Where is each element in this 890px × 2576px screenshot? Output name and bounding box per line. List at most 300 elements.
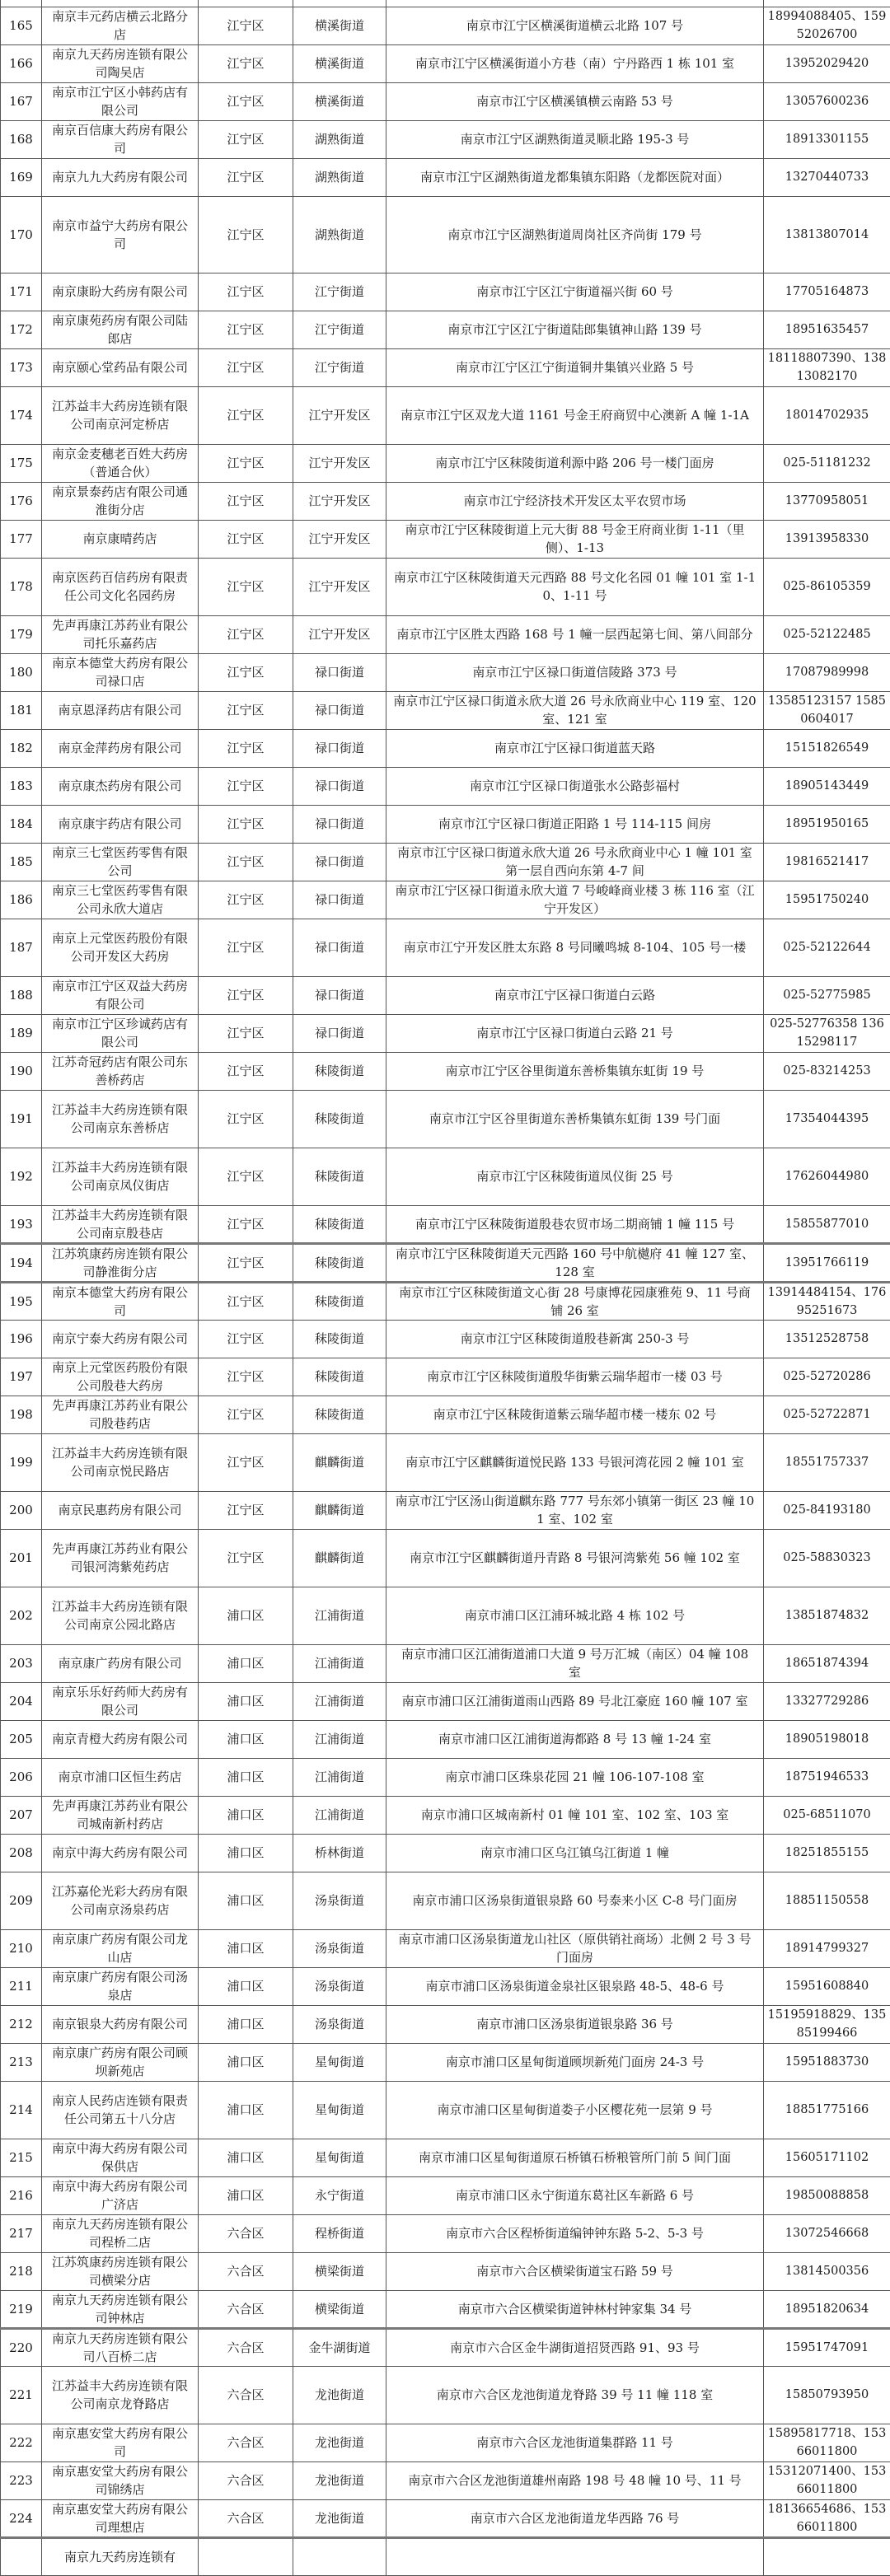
address-cell: 南京市浦口区江浦环城北路 4 栋 102 号 (386, 1587, 764, 1644)
row-number-cell: 172 (1, 311, 42, 348)
phone-cell: 13072546668 (764, 2214, 890, 2252)
pharmacy-name-cell: 南京康盼大药房有限公司 (42, 273, 199, 311)
table-row (1, 881, 890, 919)
pharmacy-name-cell: 南京康宇药店有限公司 (42, 805, 199, 843)
district-cell: 江宁区 (199, 348, 293, 386)
pharmacy-name-cell: 南京中海大药房有限公司 (42, 1834, 199, 1872)
table-row (1, 653, 890, 691)
row-number-cell: 208 (1, 1834, 42, 1872)
table-row (1, 1872, 890, 1929)
phone-cell: 13951766119 (764, 1243, 890, 1282)
address-cell: 南京市江宁区江宁街道陆郎集镇神山路 139 号 (386, 311, 764, 348)
table-row (1, 2081, 890, 2139)
row-number-cell: 223 (1, 2461, 42, 2499)
address-cell: 南京市江宁区湖熟街道龙都集镇东阳路（龙都医院对面） (386, 158, 764, 196)
street-cell: 江宁街道 (293, 311, 386, 348)
row-number-cell: 170 (1, 196, 42, 273)
address-cell: 南京市江宁区胜太西路 168 号 1 幢一层西起第七间、第八间部分 (386, 615, 764, 653)
phone-cell: 17626044980 (764, 1148, 890, 1205)
district-cell: 浦口区 (199, 1796, 293, 1834)
district-cell: 浦口区 (199, 1644, 293, 1682)
address-cell: 南京市浦口区汤泉街道金泉社区银泉路 48-5、48-6 号 (386, 1967, 764, 2005)
street-cell: 禄口街道 (293, 767, 386, 805)
row-number-cell: 219 (1, 2290, 42, 2328)
row-number-cell: 202 (1, 1587, 42, 1644)
district-cell: 江宁区 (199, 1491, 293, 1529)
phone-cell: 15855877010 (764, 1205, 890, 1243)
phone-cell: 17354044395 (764, 1090, 890, 1148)
phone-cell: 17087989998 (764, 653, 890, 691)
district-cell: 江宁区 (199, 273, 293, 311)
row-number-cell: 211 (1, 1967, 42, 2005)
row-number-cell: 181 (1, 691, 42, 729)
table-row-clipped-top (1, 0, 890, 7)
street-cell: 湖熟街道 (293, 158, 386, 196)
district-cell: 江宁区 (199, 44, 293, 82)
table-row (1, 1243, 890, 1282)
district-cell: 江宁区 (199, 158, 293, 196)
district-cell: 六合区 (199, 2424, 293, 2461)
table-row (1, 7, 890, 44)
district-cell: 浦口区 (199, 1929, 293, 1967)
table-row (1, 82, 890, 120)
street-cell: 秣陵街道 (293, 1148, 386, 1205)
pharmacy-name-cell: 南京三七堂医药零售有限公司永欣大道店 (42, 881, 199, 919)
pharmacy-name-cell: 南京恩泽药店有限公司 (42, 691, 199, 729)
row-number-cell: 194 (1, 1243, 42, 1282)
address-cell (386, 2537, 764, 2575)
district-cell: 浦口区 (199, 2176, 293, 2214)
address-cell: 南京市江宁区禄口街道正阳路 1 号 114-115 间房 (386, 805, 764, 843)
pharmacy-name-cell: 南京市浦口区恒生药店 (42, 1758, 199, 1796)
row-number-cell: 175 (1, 444, 42, 482)
table-row (1, 2461, 890, 2499)
row-number-cell: 182 (1, 729, 42, 767)
district-cell: 江宁区 (199, 1529, 293, 1587)
table-row (1, 1433, 890, 1491)
district-cell: 江宁区 (199, 120, 293, 158)
phone-cell: 18851775166 (764, 2081, 890, 2139)
pharmacy-name-cell: 江苏益丰大药房连锁有限公司南京龙脊路店 (42, 2366, 199, 2424)
address-cell: 南京市江宁区横溪街道横云北路 107 号 (386, 7, 764, 44)
pharmacy-name-cell: 南京三七堂医药零售有限公司 (42, 843, 199, 881)
street-cell: 江宁开发区 (293, 482, 386, 520)
pharmacy-name-cell: 南京市江宁区双益大药房有限公司 (42, 976, 199, 1014)
table-row (1, 843, 890, 881)
street-cell: 星甸街道 (293, 2139, 386, 2176)
pharmacy-name-cell: 南京九天药房连锁有限公司程桥二店 (42, 2214, 199, 2252)
pharmacy-name-cell: 南京九天药房连锁有 (42, 2537, 199, 2575)
district-cell: 江宁区 (199, 1090, 293, 1148)
phone-cell: 15151826549 (764, 729, 890, 767)
street-cell: 禄口街道 (293, 881, 386, 919)
street-cell: 汤泉街道 (293, 1872, 386, 1929)
pharmacy-name-cell: 南京市益宁大药房有限公司 (42, 196, 199, 273)
phone-cell: 13952029420 (764, 44, 890, 82)
street-cell: 横溪街道 (293, 82, 386, 120)
address-cell: 南京市江宁区秣陵街道紫云瑞华超市楼一楼东 02 号 (386, 1396, 764, 1433)
street-cell: 禄口街道 (293, 691, 386, 729)
row-number-cell: 212 (1, 2005, 42, 2043)
street-cell: 龙池街道 (293, 2366, 386, 2424)
address-cell: 南京市江宁区湖熟街道周岗社区齐尚街 179 号 (386, 196, 764, 273)
pharmacy-name-cell: 南京中海大药房有限公司保供店 (42, 2139, 199, 2176)
table-row (1, 2537, 890, 2575)
pharmacy-name-cell: 南京康广药房有限公司 (42, 1644, 199, 1682)
street-cell: 秣陵街道 (293, 1320, 386, 1358)
district-cell: 江宁区 (199, 1358, 293, 1396)
phone-cell: 025-84193180 (764, 1491, 890, 1529)
row-number-cell: 213 (1, 2043, 42, 2081)
street-cell: 禄口街道 (293, 843, 386, 881)
pharmacy-name-cell: 南京康晴药店 (42, 520, 199, 558)
street-cell: 禄口街道 (293, 805, 386, 843)
district-cell: 江宁区 (199, 1396, 293, 1433)
row-number-cell: 180 (1, 653, 42, 691)
street-cell: 禄口街道 (293, 653, 386, 691)
district-cell: 江宁区 (199, 1205, 293, 1243)
street-cell: 麒麟街道 (293, 1491, 386, 1529)
address-cell: 南京市江宁区江宁街道铜井集镇兴业路 5 号 (386, 348, 764, 386)
row-number-cell: 174 (1, 386, 42, 444)
address-cell: 南京市江宁区湖熟街道灵顺北路 195-3 号 (386, 120, 764, 158)
street-cell: 麒麟街道 (293, 1433, 386, 1491)
row-number-cell: 176 (1, 482, 42, 520)
district-cell: 江宁区 (199, 976, 293, 1014)
pharmacy-name-cell: 江苏益丰大药房连锁有限公司南京河定桥店 (42, 386, 199, 444)
address-cell: 南京市六合区横梁街道钟林村钟家集 34 号 (386, 2290, 764, 2328)
phone-cell: 025-51181232 (764, 444, 890, 482)
table-row (1, 615, 890, 653)
street-cell: 龙池街道 (293, 2424, 386, 2461)
pharmacy-name-cell: 南京宁泰大药房有限公司 (42, 1320, 199, 1358)
address-cell: 南京市江宁区双龙大道 1161 号金王府商贸中心澳新 A 幢 1-1A (386, 386, 764, 444)
row-number-cell: 178 (1, 558, 42, 615)
row-number-cell: 171 (1, 273, 42, 311)
street-cell: 江宁开发区 (293, 520, 386, 558)
street-cell: 江浦街道 (293, 1758, 386, 1796)
table-row (1, 311, 890, 348)
row-number-cell: 198 (1, 1396, 42, 1433)
pharmacy-name-cell: 南京景泰药店有限公司通淮街分店 (42, 482, 199, 520)
table-row (1, 1282, 890, 1320)
phone-cell: 15850793950 (764, 2366, 890, 2424)
row-number-cell: 189 (1, 1014, 42, 1052)
row-number-cell: 209 (1, 1872, 42, 1929)
address-cell: 南京市浦口区江浦街道浦口大道 9 号万汇城（南区）04 幢 108 室 (386, 1644, 764, 1682)
row-number-cell: 199 (1, 1433, 42, 1491)
pharmacy-name-cell: 江苏奇冠药店有限公司东善桥药店 (42, 1052, 199, 1090)
address-cell: 南京市江宁经济技术开发区太平农贸市场 (386, 482, 764, 520)
row-number-cell: 192 (1, 1148, 42, 1205)
table-row (1, 1529, 890, 1587)
address-cell: 南京市江宁开发区胜太东路 8 号同曦鸣城 8-104、105 号一楼 (386, 919, 764, 976)
street-cell: 江宁街道 (293, 348, 386, 386)
pharmacy-name-cell: 江苏益丰大药房连锁有限公司南京公园北路店 (42, 1587, 199, 1644)
row-number-cell: 186 (1, 881, 42, 919)
district-cell: 浦口区 (199, 1834, 293, 1872)
district-cell: 浦口区 (199, 1587, 293, 1644)
pharmacy-name-cell: 南京青橙大药房有限公司 (42, 1720, 199, 1758)
district-cell: 江宁区 (199, 615, 293, 653)
district-cell: 江宁区 (199, 7, 293, 44)
street-cell: 江浦街道 (293, 1720, 386, 1758)
table-row (1, 558, 890, 615)
address-cell: 南京市江宁区秣陵街道上元大街 88 号金王府商业街 1-11（里侧）、1-13 (386, 520, 764, 558)
phone-cell: 13913958330 (764, 520, 890, 558)
district-cell: 六合区 (199, 2366, 293, 2424)
pharmacy-name-cell: 南京民惠药房有限公司 (42, 1491, 199, 1529)
district-cell: 浦口区 (199, 1682, 293, 1720)
row-number-cell: 183 (1, 767, 42, 805)
pharmacy-name-cell: 南京上元堂医药股份有限公司开发区大药房 (42, 919, 199, 976)
street-cell: 金牛湖街道 (293, 2328, 386, 2366)
address-cell: 南京市江宁区禄口街道永欣大道 7 号峻峰商业楼 3 栋 116 室（江宁开发区） (386, 881, 764, 919)
table-row (1, 158, 890, 196)
address-cell: 南京市江宁区秣陵街道天元西路 88 号文化名园 01 幢 101 室 1-10、1-11 号 (386, 558, 764, 615)
pharmacy-name-cell: 南京惠安堂大药房有限公司 (42, 2424, 199, 2461)
row-number-cell: 220 (1, 2328, 42, 2366)
district-cell: 江宁区 (199, 1282, 293, 1320)
pharmacy-name-cell: 南京医药百信药房有限责任公司文化名园药房 (42, 558, 199, 615)
address-cell: 南京市江宁区横溪镇横云南路 53 号 (386, 82, 764, 120)
phone-cell: 18951950165 (764, 805, 890, 843)
address-cell: 南京市江宁区谷里街道东善桥集镇东虹街 19 号 (386, 1052, 764, 1090)
district-cell: 江宁区 (199, 520, 293, 558)
row-number-cell: 214 (1, 2081, 42, 2139)
row-number-cell: 177 (1, 520, 42, 558)
table-row (1, 386, 890, 444)
district-cell: 江宁区 (199, 1148, 293, 1205)
address-cell: 南京市浦口区汤泉街道银泉路 36 号 (386, 2005, 764, 2043)
address-cell: 南京市六合区龙池街道雄州南路 198 号 48 幢 10 号、11 号 (386, 2461, 764, 2499)
phone-cell: 17705164873 (764, 273, 890, 311)
phone-cell: 025-52722871 (764, 1396, 890, 1433)
table-row (1, 767, 890, 805)
street-cell: 龙池街道 (293, 2461, 386, 2499)
row-number-cell: 218 (1, 2252, 42, 2290)
district-cell: 浦口区 (199, 2005, 293, 2043)
row-number-cell: 205 (1, 1720, 42, 1758)
table-row (1, 691, 890, 729)
row-number-cell: 200 (1, 1491, 42, 1529)
phone-cell: 18651874394 (764, 1644, 890, 1682)
table-row (1, 1720, 890, 1758)
address-cell: 南京市江宁区横溪街道小方巷（南）宁丹路西 1 栋 101 室 (386, 44, 764, 82)
pharmacy-name-cell: 江苏筑康药房连锁有限公司横梁分店 (42, 2252, 199, 2290)
pharmacy-name-cell: 南京本德堂大药房有限公司 (42, 1282, 199, 1320)
phone-cell: 19850088858 (764, 2176, 890, 2214)
phone-cell: 025-68511070 (764, 1796, 890, 1834)
phone-cell: 13851874832 (764, 1587, 890, 1644)
street-cell: 汤泉街道 (293, 1929, 386, 1967)
phone-cell: 025-52122485 (764, 615, 890, 653)
street-cell: 星甸街道 (293, 2043, 386, 2081)
table-row (1, 2424, 890, 2461)
phone-cell: 025-58830323 (764, 1529, 890, 1587)
phone-cell: 15605171102 (764, 2139, 890, 2176)
street-cell: 龙池街道 (293, 2499, 386, 2537)
table-row (1, 2290, 890, 2328)
phone-cell: 13327729286 (764, 1682, 890, 1720)
row-number-cell: 204 (1, 1682, 42, 1720)
district-cell: 江宁区 (199, 1243, 293, 1282)
district-cell: 江宁区 (199, 691, 293, 729)
street-cell: 湖熟街道 (293, 120, 386, 158)
pharmacy-name-cell: 江苏益丰大药房连锁有限公司南京悦民路店 (42, 1433, 199, 1491)
street-cell: 湖熟街道 (293, 196, 386, 273)
phone-cell: 13770958051 (764, 482, 890, 520)
phone-cell: 13512528758 (764, 1320, 890, 1358)
district-cell: 江宁区 (199, 1320, 293, 1358)
street-cell: 汤泉街道 (293, 1967, 386, 2005)
street-cell: 桥林街道 (293, 1834, 386, 1872)
address-cell: 南京市浦口区乌江镇乌江街道 1 幢 (386, 1834, 764, 1872)
district-cell: 江宁区 (199, 653, 293, 691)
district-cell: 浦口区 (199, 1872, 293, 1929)
address-cell: 南京市六合区龙池街道龙华西路 76 号 (386, 2499, 764, 2537)
street-cell: 横梁街道 (293, 2252, 386, 2290)
table-row (1, 120, 890, 158)
address-cell: 南京市江宁区秣陵街道天元西路 160 号中航樾府 41 幢 127 室、128 室 (386, 1243, 764, 1282)
address-cell: 南京市浦口区江浦街道海都路 8 号 13 幢 1-24 室 (386, 1720, 764, 1758)
address-cell: 南京市浦口区汤泉街道银泉路 60 号泰来小区 C-8 号门面房 (386, 1872, 764, 1929)
address-cell: 南京市江宁区秣陵街道凤仪街 25 号 (386, 1148, 764, 1205)
district-cell: 六合区 (199, 2461, 293, 2499)
pharmacy-name-cell: 南京九天药房连锁有限公司陶吴店 (42, 44, 199, 82)
street-cell: 秣陵街道 (293, 1396, 386, 1433)
pharmacy-name-cell: 南京颐心堂药品有限公司 (42, 348, 199, 386)
table-row (1, 1014, 890, 1052)
table-row (1, 1491, 890, 1529)
address-cell: 南京市六合区金牛湖街道招贤西路 91、93 号 (386, 2328, 764, 2366)
pharmacy-name-cell: 南京康广药房有限公司汤泉店 (42, 1967, 199, 2005)
table-row (1, 2328, 890, 2366)
table-row (1, 1396, 890, 1433)
row-number-cell: 179 (1, 615, 42, 653)
table-row (1, 348, 890, 386)
row-number-cell: 224 (1, 2499, 42, 2537)
street-cell: 禄口街道 (293, 1014, 386, 1052)
street-cell: 横梁街道 (293, 2290, 386, 2328)
row-number-cell: 188 (1, 976, 42, 1014)
phone-cell: 15951750240 (764, 881, 890, 919)
row-number-cell: 217 (1, 2214, 42, 2252)
pharmacy-name-cell: 南京惠安堂大药房有限公司理想店 (42, 2499, 199, 2537)
district-cell: 六合区 (199, 2252, 293, 2290)
phone-cell: 025-52720286 (764, 1358, 890, 1396)
pharmacy-name-cell: 南京九天药房连锁有限公司八百桥二店 (42, 2328, 199, 2366)
pharmacy-name-cell: 南京丰元药店横云北路分店 (42, 7, 199, 44)
address-cell: 南京市浦口区永宁街道东葛社区车新路 6 号 (386, 2176, 764, 2214)
address-cell: 南京市江宁区禄口街道永欣大道 26 号永欣商业中心 119 室、120 室、121 室 (386, 691, 764, 729)
row-number-cell: 195 (1, 1282, 42, 1320)
district-cell: 江宁区 (199, 843, 293, 881)
phone-cell: 025-52776358 13615298117 (764, 1014, 890, 1052)
district-cell: 浦口区 (199, 1758, 293, 1796)
district-cell: 江宁区 (199, 1014, 293, 1052)
phone-cell: 15895817718、15366011800 (764, 2424, 890, 2461)
row-number-cell: 190 (1, 1052, 42, 1090)
phone-cell: 18118807390、13813082170 (764, 348, 890, 386)
pharmacy-name-cell: 南京金麦穗老百姓大药房（普通合伙） (42, 444, 199, 482)
pharmacy-name-cell: 南京惠安堂大药房有限公司锦绣店 (42, 2461, 199, 2499)
phone-cell: 025-52122644 (764, 919, 890, 976)
phone-cell: 18905198018 (764, 1720, 890, 1758)
row-number-cell: 166 (1, 44, 42, 82)
district-cell (199, 2537, 293, 2575)
pharmacy-name-cell: 江苏益丰大药房连锁有限公司南京凤仪街店 (42, 1148, 199, 1205)
phone-cell: 13814500356 (764, 2252, 890, 2290)
row-number-cell: 173 (1, 348, 42, 386)
pharmacy-name-cell: 南京乐乐好药师大药房有限公司 (42, 1682, 199, 1720)
table-row (1, 1320, 890, 1358)
phone-cell: 18994088405、15952026700 (764, 7, 890, 44)
address-cell: 南京市江宁区麒麟街道悦民路 133 号银河湾花园 2 幢 101 室 (386, 1433, 764, 1491)
row-number-cell: 201 (1, 1529, 42, 1587)
phone-cell: 15951883730 (764, 2043, 890, 2081)
address-cell: 南京市江宁区秣陵街道殷巷新寓 250-3 号 (386, 1320, 764, 1358)
address-cell: 南京市江宁区汤山街道麒东路 777 号东郊小镇第一街区 23 幢 101 室、102 室 (386, 1491, 764, 1529)
pharmacy-name-cell: 南京银泉大药房有限公司 (42, 2005, 199, 2043)
table-row (1, 919, 890, 976)
district-cell: 六合区 (199, 2214, 293, 2252)
pharmacy-name-cell: 南京本德堂大药房有限公司禄口店 (42, 653, 199, 691)
pharmacy-name-cell: 先声再康江苏药业有限公司殷巷药店 (42, 1396, 199, 1433)
row-number-cell: 167 (1, 82, 42, 120)
table-row (1, 1148, 890, 1205)
table-row (1, 196, 890, 273)
table-row (1, 2043, 890, 2081)
row-number-cell: 165 (1, 7, 42, 44)
street-cell: 禄口街道 (293, 976, 386, 1014)
address-cell: 南京市六合区横梁街道宝石路 59 号 (386, 2252, 764, 2290)
address-cell: 南京市浦口区城南新村 01 幢 101 室、102 室、103 室 (386, 1796, 764, 1834)
pharmacy-name-cell: 江苏筑康药房连锁有限公司静淮街分店 (42, 1243, 199, 1282)
street-cell: 江浦街道 (293, 1796, 386, 1834)
pharmacy-name-cell: 南京百信康大药房有限公司 (42, 120, 199, 158)
address-cell: 南京市江宁区江宁街道福兴街 60 号 (386, 273, 764, 311)
address-cell: 南京市浦口区星甸街道顾坝新苑门面房 24-3 号 (386, 2043, 764, 2081)
row-number-cell: 197 (1, 1358, 42, 1396)
table-row (1, 1929, 890, 1967)
phone-cell: 15195918829、13585199466 (764, 2005, 890, 2043)
pharmacy-name-cell: 南京九九大药房有限公司 (42, 158, 199, 196)
pharmacy-name-cell: 南京康广药房有限公司龙山店 (42, 1929, 199, 1967)
district-cell: 六合区 (199, 2499, 293, 2537)
table-row (1, 1644, 890, 1682)
street-cell: 横溪街道 (293, 44, 386, 82)
street-cell: 江宁开发区 (293, 444, 386, 482)
district-cell: 江宁区 (199, 196, 293, 273)
address-cell: 南京市江宁区禄口街道张水公路彭福村 (386, 767, 764, 805)
pharmacy-name-cell: 南京人民药店连锁有限责任公司第五十八分店 (42, 2081, 199, 2139)
pharmacy-name-cell: 南京中海大药房有限公司广济店 (42, 2176, 199, 2214)
district-cell: 江宁区 (199, 82, 293, 120)
district-cell: 六合区 (199, 2290, 293, 2328)
district-cell: 浦口区 (199, 2081, 293, 2139)
row-number-cell: 206 (1, 1758, 42, 1796)
phone-cell: 13270440733 (764, 158, 890, 196)
row-number-cell: 215 (1, 2139, 42, 2176)
street-cell: 秣陵街道 (293, 1358, 386, 1396)
street-cell: 禄口街道 (293, 729, 386, 767)
phone-cell: 19816521417 (764, 843, 890, 881)
street-cell: 秣陵街道 (293, 1052, 386, 1090)
row-number-cell: 203 (1, 1644, 42, 1682)
table-row (1, 729, 890, 767)
phone-cell: 18951820634 (764, 2290, 890, 2328)
